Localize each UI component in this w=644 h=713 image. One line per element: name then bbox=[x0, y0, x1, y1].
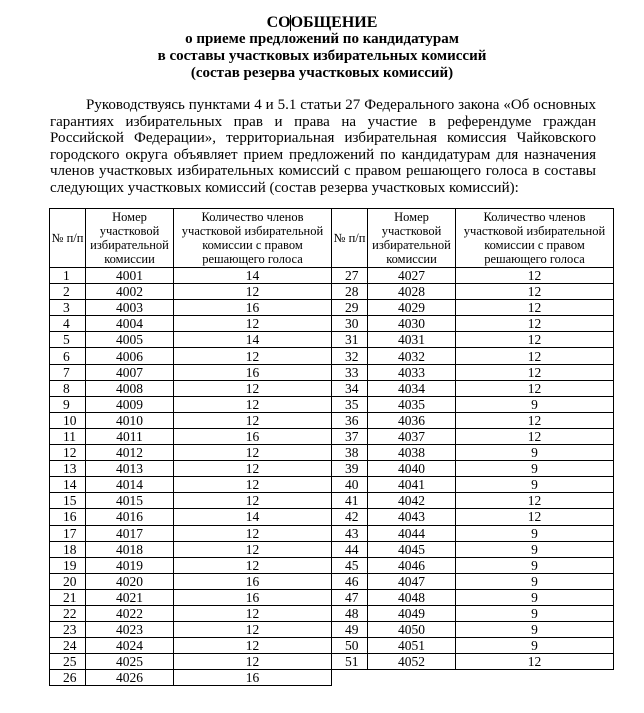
member-count-cell: 9 bbox=[456, 605, 614, 621]
row-number-cell: 37 bbox=[332, 428, 368, 444]
station-number-cell: 4027 bbox=[368, 268, 456, 284]
station-number-cell: 4012 bbox=[86, 445, 174, 461]
table-row bbox=[50, 412, 614, 428]
member-count-cell: 16 bbox=[174, 670, 332, 686]
station-number-cell: 4013 bbox=[86, 461, 174, 477]
station-number-cell: 4043 bbox=[368, 509, 456, 525]
row-number-cell: 5 bbox=[50, 332, 86, 348]
station-number-cell: 4014 bbox=[86, 477, 174, 493]
row-number-cell: 22 bbox=[50, 605, 86, 621]
header-line-4: (состав резерва участковых комиссий) bbox=[190, 65, 454, 81]
station-number-cell: 4046 bbox=[368, 557, 456, 573]
station-number-cell: 4015 bbox=[86, 493, 174, 509]
station-number-cell: 4044 bbox=[368, 525, 456, 541]
row-number-cell: 32 bbox=[332, 348, 368, 364]
member-count-cell: 9 bbox=[456, 477, 614, 493]
member-count-cell: 12 bbox=[456, 348, 614, 364]
row-number-cell: 48 bbox=[332, 605, 368, 621]
station-number-cell: 4031 bbox=[368, 332, 456, 348]
station-number-cell: 4011 bbox=[86, 428, 174, 444]
row-number-cell: 17 bbox=[50, 525, 86, 541]
row-number-cell: 2 bbox=[50, 284, 86, 300]
table-row bbox=[50, 525, 614, 541]
row-number-cell: 29 bbox=[332, 300, 368, 316]
station-number-cell: 4029 bbox=[368, 300, 456, 316]
intro-paragraph: Руководствуясь пунктами 4 и 5.1 статьи 27 Федерального закона «Об основных гарантиях избирательных прав и права на участие в референдуме граждан Российской Федерации», территориальная избирательная комиссия Чайковского городского округа объявляет прием предложений по кандидатурам для назначения членов участковых избирательных комиссий с правом решающего голоса в составы следующих участковых комиссий (состав резерва участковых комиссий): bbox=[50, 97, 596, 196]
member-count-cell: 16 bbox=[174, 573, 332, 589]
member-count-cell: 12 bbox=[174, 316, 332, 332]
station-number-cell: 4024 bbox=[86, 638, 174, 654]
row-number-cell: 45 bbox=[332, 557, 368, 573]
table-row bbox=[50, 638, 614, 654]
member-count-cell: 16 bbox=[174, 589, 332, 605]
row-number-cell: 10 bbox=[50, 412, 86, 428]
table-row bbox=[50, 396, 614, 412]
member-count-cell: 16 bbox=[174, 428, 332, 444]
station-number-cell: 4048 bbox=[368, 589, 456, 605]
table-row bbox=[50, 605, 614, 621]
member-count-cell: 14 bbox=[174, 268, 332, 284]
member-count-cell: 16 bbox=[174, 300, 332, 316]
commissions-table bbox=[49, 208, 614, 686]
row-number-cell: 9 bbox=[50, 396, 86, 412]
row-number-cell: 12 bbox=[50, 445, 86, 461]
member-count-cell: 9 bbox=[456, 638, 614, 654]
member-count-cell: 12 bbox=[456, 284, 614, 300]
station-number-cell: 4001 bbox=[86, 268, 174, 284]
row-number-cell: 21 bbox=[50, 589, 86, 605]
station-number-cell: 4022 bbox=[86, 605, 174, 621]
row-number-cell: 33 bbox=[332, 364, 368, 380]
member-count-cell: 12 bbox=[174, 557, 332, 573]
station-number-cell: 4025 bbox=[86, 654, 174, 670]
member-count-cell: 12 bbox=[456, 316, 614, 332]
row-number-cell: 4 bbox=[50, 316, 86, 332]
row-number-cell: 26 bbox=[50, 670, 86, 686]
header-count-left: Количество членов участковой избирательной комиссии с правом решающего голоса bbox=[174, 209, 332, 268]
member-count-cell: 12 bbox=[174, 654, 332, 670]
header-line-2: о приеме предложений по кандидатурам bbox=[185, 31, 459, 47]
header-line-3: в составы участковых избирательных комиссий bbox=[157, 48, 487, 64]
header-station-left: Номер участковой избирательной комиссии bbox=[86, 209, 174, 268]
member-count-cell: 12 bbox=[174, 493, 332, 509]
row-number-cell: 11 bbox=[50, 428, 86, 444]
table-row bbox=[50, 461, 614, 477]
member-count-cell: 9 bbox=[456, 445, 614, 461]
member-count-cell: 12 bbox=[456, 380, 614, 396]
member-count-cell: 14 bbox=[174, 332, 332, 348]
table-row bbox=[50, 300, 614, 316]
member-count-cell: 12 bbox=[456, 428, 614, 444]
member-count-cell: 12 bbox=[174, 477, 332, 493]
station-number-cell: 4016 bbox=[86, 509, 174, 525]
member-count-cell: 9 bbox=[456, 622, 614, 638]
member-count-cell: 12 bbox=[174, 396, 332, 412]
member-count-cell: 12 bbox=[456, 268, 614, 284]
row-number-cell: 25 bbox=[50, 654, 86, 670]
table-row bbox=[50, 348, 614, 364]
station-number-cell: 4028 bbox=[368, 284, 456, 300]
station-number-cell: 4007 bbox=[86, 364, 174, 380]
table-header-row bbox=[50, 209, 614, 268]
station-number-cell: 4045 bbox=[368, 541, 456, 557]
row-number-cell: 14 bbox=[50, 477, 86, 493]
station-number-cell: 4034 bbox=[368, 380, 456, 396]
row-number-cell: 28 bbox=[332, 284, 368, 300]
station-number-cell: 4020 bbox=[86, 573, 174, 589]
row-number-cell: 1 bbox=[50, 268, 86, 284]
station-number-cell: 4023 bbox=[86, 622, 174, 638]
row-number-cell: 41 bbox=[332, 493, 368, 509]
table-row bbox=[50, 380, 614, 396]
station-number-cell: 4019 bbox=[86, 557, 174, 573]
document-header bbox=[40, 14, 604, 82]
row-number-cell: 47 bbox=[332, 589, 368, 605]
station-number-cell: 4004 bbox=[86, 316, 174, 332]
member-count-cell: 12 bbox=[174, 412, 332, 428]
station-number-cell: 4030 bbox=[368, 316, 456, 332]
table-body bbox=[50, 268, 614, 686]
row-number-cell: 43 bbox=[332, 525, 368, 541]
member-count-cell: 9 bbox=[456, 573, 614, 589]
table-row bbox=[50, 364, 614, 380]
row-number-cell: 50 bbox=[332, 638, 368, 654]
station-number-cell: 4009 bbox=[86, 396, 174, 412]
member-count-cell: 12 bbox=[174, 605, 332, 621]
empty-cell bbox=[456, 670, 614, 686]
row-number-cell: 23 bbox=[50, 622, 86, 638]
member-count-cell: 12 bbox=[174, 461, 332, 477]
row-number-cell: 7 bbox=[50, 364, 86, 380]
row-number-cell: 40 bbox=[332, 477, 368, 493]
member-count-cell: 12 bbox=[174, 284, 332, 300]
member-count-cell: 12 bbox=[174, 525, 332, 541]
member-count-cell: 12 bbox=[174, 445, 332, 461]
member-count-cell: 16 bbox=[174, 364, 332, 380]
member-count-cell: 12 bbox=[456, 493, 614, 509]
header-station-right: Номер участковой избирательной комиссии bbox=[368, 209, 456, 268]
station-number-cell: 4037 bbox=[368, 428, 456, 444]
station-number-cell: 4050 bbox=[368, 622, 456, 638]
table-row bbox=[50, 557, 614, 573]
member-count-cell: 14 bbox=[174, 509, 332, 525]
table-row bbox=[50, 428, 614, 444]
row-number-cell: 18 bbox=[50, 541, 86, 557]
member-count-cell: 9 bbox=[456, 541, 614, 557]
table-row bbox=[50, 445, 614, 461]
row-number-cell: 46 bbox=[332, 573, 368, 589]
member-count-cell: 12 bbox=[174, 622, 332, 638]
empty-cell bbox=[332, 670, 368, 686]
station-number-cell: 4032 bbox=[368, 348, 456, 364]
station-number-cell: 4002 bbox=[86, 284, 174, 300]
station-number-cell: 4035 bbox=[368, 396, 456, 412]
station-number-cell: 4003 bbox=[86, 300, 174, 316]
row-number-cell: 34 bbox=[332, 380, 368, 396]
station-number-cell: 4047 bbox=[368, 573, 456, 589]
station-number-cell: 4049 bbox=[368, 605, 456, 621]
table-row bbox=[50, 284, 614, 300]
station-number-cell: 4010 bbox=[86, 412, 174, 428]
table-row bbox=[50, 509, 614, 525]
member-count-cell: 9 bbox=[456, 589, 614, 605]
table-row bbox=[50, 316, 614, 332]
member-count-cell: 12 bbox=[174, 348, 332, 364]
row-number-cell: 15 bbox=[50, 493, 86, 509]
station-number-cell: 4033 bbox=[368, 364, 456, 380]
station-number-cell: 4041 bbox=[368, 477, 456, 493]
member-count-cell: 9 bbox=[456, 525, 614, 541]
station-number-cell: 4051 bbox=[368, 638, 456, 654]
station-number-cell: 4021 bbox=[86, 589, 174, 605]
table-row bbox=[50, 493, 614, 509]
table-row bbox=[50, 541, 614, 557]
member-count-cell: 12 bbox=[174, 380, 332, 396]
table-row bbox=[50, 622, 614, 638]
row-number-cell: 42 bbox=[332, 509, 368, 525]
row-number-cell: 51 bbox=[332, 654, 368, 670]
station-number-cell: 4018 bbox=[86, 541, 174, 557]
member-count-cell: 12 bbox=[456, 364, 614, 380]
member-count-cell: 9 bbox=[456, 461, 614, 477]
station-number-cell: 4038 bbox=[368, 445, 456, 461]
header-num-left: № п/п bbox=[50, 209, 86, 268]
member-count-cell: 12 bbox=[456, 332, 614, 348]
header-count-right: Количество членов участковой избирательной комиссии с правом решающего голоса bbox=[456, 209, 614, 268]
row-number-cell: 39 bbox=[332, 461, 368, 477]
row-number-cell: 35 bbox=[332, 396, 368, 412]
station-number-cell: 4008 bbox=[86, 380, 174, 396]
row-number-cell: 6 bbox=[50, 348, 86, 364]
table-row bbox=[50, 670, 614, 686]
member-count-cell: 12 bbox=[174, 638, 332, 654]
member-count-cell: 9 bbox=[456, 557, 614, 573]
station-number-cell: 4052 bbox=[368, 654, 456, 670]
station-number-cell: 4005 bbox=[86, 332, 174, 348]
station-number-cell: 4040 bbox=[368, 461, 456, 477]
row-number-cell: 13 bbox=[50, 461, 86, 477]
row-number-cell: 30 bbox=[332, 316, 368, 332]
row-number-cell: 8 bbox=[50, 380, 86, 396]
member-count-cell: 12 bbox=[456, 654, 614, 670]
station-number-cell: 4042 bbox=[368, 493, 456, 509]
table-row bbox=[50, 654, 614, 670]
row-number-cell: 20 bbox=[50, 573, 86, 589]
row-number-cell: 31 bbox=[332, 332, 368, 348]
member-count-cell: 12 bbox=[456, 412, 614, 428]
table-row bbox=[50, 332, 614, 348]
station-number-cell: 4026 bbox=[86, 670, 174, 686]
member-count-cell: 9 bbox=[456, 396, 614, 412]
empty-cell bbox=[368, 670, 456, 686]
row-number-cell: 16 bbox=[50, 509, 86, 525]
table-row bbox=[50, 477, 614, 493]
station-number-cell: 4036 bbox=[368, 412, 456, 428]
row-number-cell: 19 bbox=[50, 557, 86, 573]
member-count-cell: 12 bbox=[456, 509, 614, 525]
station-number-cell: 4006 bbox=[86, 348, 174, 364]
member-count-cell: 12 bbox=[456, 300, 614, 316]
row-number-cell: 24 bbox=[50, 638, 86, 654]
row-number-cell: 44 bbox=[332, 541, 368, 557]
header-title: СООБЩЕНИЕ bbox=[266, 14, 378, 31]
row-number-cell: 36 bbox=[332, 412, 368, 428]
row-number-cell: 38 bbox=[332, 445, 368, 461]
table-row bbox=[50, 268, 614, 284]
station-number-cell: 4017 bbox=[86, 525, 174, 541]
row-number-cell: 49 bbox=[332, 622, 368, 638]
table-row bbox=[50, 573, 614, 589]
row-number-cell: 3 bbox=[50, 300, 86, 316]
row-number-cell: 27 bbox=[332, 268, 368, 284]
table-row bbox=[50, 589, 614, 605]
header-num-right: № п/п bbox=[332, 209, 368, 268]
member-count-cell: 12 bbox=[174, 541, 332, 557]
